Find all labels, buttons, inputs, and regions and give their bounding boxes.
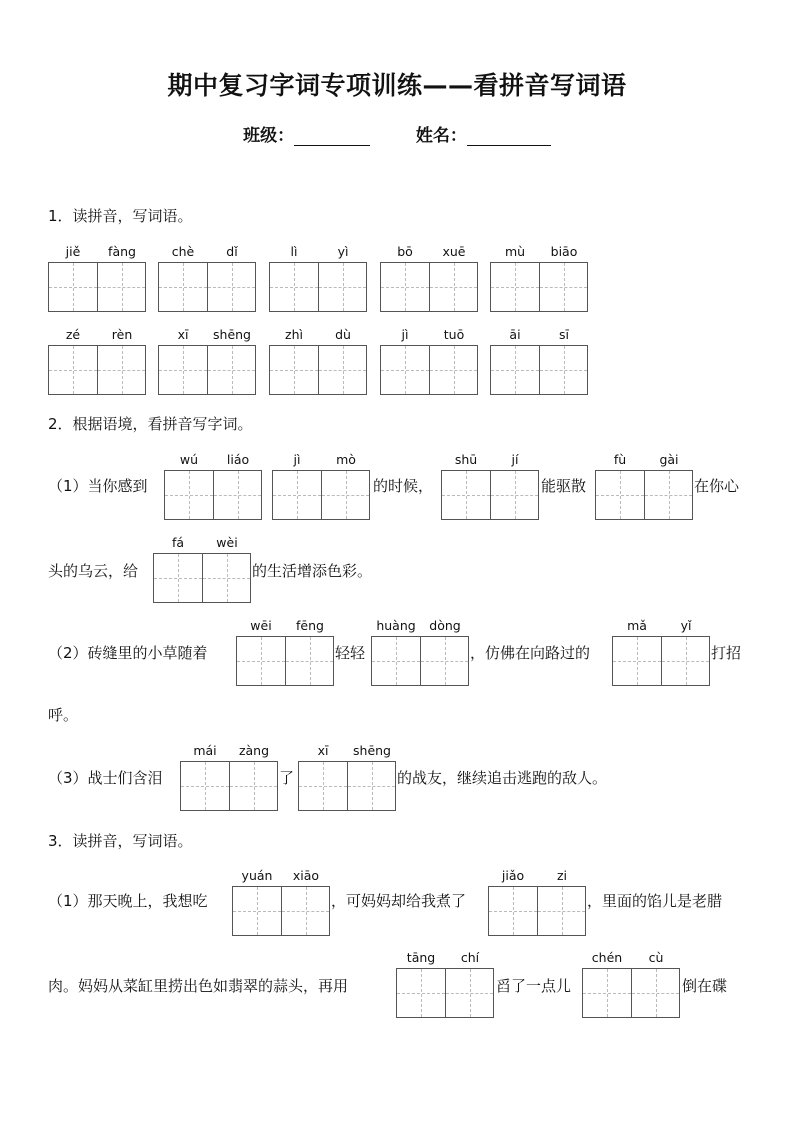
pinyin-label: cù [648, 950, 664, 965]
tianzige-cell[interactable] [318, 346, 366, 394]
pinyin-label: jì [293, 452, 301, 467]
tianzige-cell[interactable] [583, 969, 631, 1017]
writing-box-group[interactable] [298, 761, 396, 811]
tianzige-cell[interactable] [97, 346, 145, 394]
pinyin-label: rèn [111, 327, 133, 342]
q2-p2-text-b: 轻轻 [335, 644, 366, 662]
tianzige-cell[interactable] [181, 762, 229, 810]
pinyin-label: liáo [226, 452, 250, 467]
tianzige-cell[interactable] [644, 471, 692, 519]
pinyin-label: tāng [406, 950, 436, 965]
q2-p1-text-c: 能驱散 [541, 477, 587, 495]
q2-p2-text-a: （2）砖缝里的小草随着 [48, 644, 208, 662]
tianzige-cell[interactable] [281, 887, 329, 935]
q2-p2-text-e: 呼。 [48, 706, 79, 724]
writing-box-group[interactable] [380, 345, 478, 395]
pinyin-label: xiāo [292, 868, 320, 883]
tianzige-cell[interactable] [661, 637, 709, 685]
tianzige-cell[interactable] [207, 263, 255, 311]
writing-box-group[interactable] [158, 345, 256, 395]
writing-box-group[interactable] [180, 761, 278, 811]
writing-box-group[interactable] [380, 262, 478, 312]
writing-box-group[interactable] [595, 470, 693, 520]
pinyin-label: jì [401, 327, 409, 342]
tianzige-cell[interactable] [442, 471, 490, 519]
pinyin-label: mò [336, 452, 356, 467]
tianzige-cell[interactable] [165, 471, 213, 519]
q2-p3-text-b: 了 [279, 769, 295, 787]
q2-p2-text-d: 打招 [711, 644, 742, 662]
pinyin-label: shēng [353, 743, 391, 758]
pinyin-label: xuē [442, 244, 466, 259]
tianzige-cell[interactable] [270, 263, 318, 311]
q2-p1-text-f: 的生活增添色彩。 [252, 562, 373, 580]
pinyin-label: xī [317, 743, 329, 758]
q3-heading: 3．读拼音，写词语。 [48, 832, 193, 850]
q2-p2-text-c: ，仿佛在向路过的 [470, 644, 591, 662]
pinyin-label: shū [454, 452, 478, 467]
pinyin-label: gài [659, 452, 679, 467]
student-info-line [0, 121, 794, 146]
tianzige-cell[interactable] [49, 346, 97, 394]
tianzige-cell[interactable] [489, 887, 537, 935]
writing-box-group[interactable] [232, 886, 330, 936]
pinyin-label: xī [177, 327, 189, 342]
pinyin-label: shēng [213, 327, 251, 342]
tianzige-cell[interactable] [285, 637, 333, 685]
writing-box-group[interactable] [48, 345, 146, 395]
tianzige-cell[interactable] [596, 471, 644, 519]
tianzige-cell[interactable] [202, 554, 250, 602]
pinyin-label: tuō [443, 327, 465, 342]
pinyin-label: lì [290, 244, 298, 259]
pinyin-label: huàng [376, 618, 416, 633]
q2-p3-text-c: 的战友，继续追击逃跑的敌人。 [397, 769, 608, 787]
writing-box-group[interactable] [48, 262, 146, 312]
pinyin-label: jiě [65, 244, 81, 259]
tianzige-cell[interactable] [539, 346, 587, 394]
tianzige-cell[interactable] [381, 263, 429, 311]
pinyin-label: chén [591, 950, 623, 965]
pinyin-label: jí [511, 452, 519, 467]
page-title: 期中复习字词专项训练——看拼音写词语 [167, 71, 627, 100]
pinyin-label: mù [504, 244, 526, 259]
pinyin-label: wú [179, 452, 199, 467]
name-blank[interactable] [467, 125, 551, 146]
writing-box-group[interactable] [396, 968, 494, 1018]
pinyin-label: biāo [550, 244, 578, 259]
pinyin-label: zàng [238, 743, 270, 758]
writing-box-group[interactable] [582, 968, 680, 1018]
writing-box-group[interactable] [269, 345, 367, 395]
pinyin-label: dù [335, 327, 351, 342]
tianzige-cell[interactable] [372, 637, 420, 685]
q3-p1-text-b: ，可妈妈却给我煮了 [331, 892, 467, 910]
tianzige-cell[interactable] [429, 346, 477, 394]
q3-p1-text-f: 倒在碟 [682, 977, 728, 995]
pinyin-label: bō [397, 244, 413, 259]
writing-box-group[interactable] [153, 553, 251, 603]
pinyin-label: yuán [241, 868, 273, 883]
q1-heading: 1．读拼音，写词语。 [48, 207, 193, 225]
tianzige-cell[interactable] [229, 762, 277, 810]
tianzige-cell[interactable] [97, 263, 145, 311]
writing-box-group[interactable] [164, 470, 262, 520]
tianzige-cell[interactable] [159, 346, 207, 394]
pinyin-label: mǎ [627, 618, 647, 633]
writing-box-group[interactable] [272, 470, 370, 520]
tianzige-cell[interactable] [445, 969, 493, 1017]
tianzige-cell[interactable] [491, 346, 539, 394]
pinyin-label: wēi [250, 618, 272, 633]
pinyin-label: fá [171, 535, 185, 550]
q2-p1-text-e: 头的乌云，给 [48, 562, 139, 580]
tianzige-cell[interactable] [491, 263, 539, 311]
q2-heading: 2．根据语境，看拼音写字词。 [48, 415, 253, 433]
tianzige-cell[interactable] [613, 637, 661, 685]
tianzige-cell[interactable] [237, 637, 285, 685]
pinyin-label: wèi [216, 535, 238, 550]
tianzige-cell[interactable] [233, 887, 281, 935]
tianzige-cell[interactable] [347, 762, 395, 810]
writing-box-group[interactable] [371, 636, 469, 686]
tianzige-cell[interactable] [273, 471, 321, 519]
q3-p1-text-e: 舀了一点儿 [496, 977, 572, 995]
writing-box-group[interactable] [490, 345, 588, 395]
writing-box-group[interactable] [269, 262, 367, 312]
tianzige-cell[interactable] [154, 554, 202, 602]
pinyin-label: mái [193, 743, 217, 758]
q3-p1-text-c: ，里面的馅儿是老腊 [587, 892, 723, 910]
pinyin-label: sī [559, 327, 569, 342]
pinyin-label: zé [65, 327, 81, 342]
pinyin-label: dǐ [226, 244, 238, 259]
tianzige-cell[interactable] [321, 471, 369, 519]
pinyin-label: chí [460, 950, 480, 965]
tianzige-cell[interactable] [420, 637, 468, 685]
tianzige-cell[interactable] [397, 969, 445, 1017]
tianzige-cell[interactable] [49, 263, 97, 311]
pinyin-label: chè [171, 244, 195, 259]
tianzige-cell[interactable] [631, 969, 679, 1017]
tianzige-cell[interactable] [159, 263, 207, 311]
pinyin-label: jiǎo [501, 868, 525, 883]
writing-box-group[interactable] [612, 636, 710, 686]
q2-p1-text-d: 在你心 [694, 477, 740, 495]
tianzige-cell[interactable] [490, 471, 538, 519]
class-blank[interactable] [294, 125, 370, 146]
writing-box-group[interactable] [490, 262, 588, 312]
writing-box-group[interactable] [441, 470, 539, 520]
tianzige-cell[interactable] [537, 887, 585, 935]
class-label: 班级： [243, 126, 295, 146]
tianzige-cell[interactable] [207, 346, 255, 394]
q3-p1-text-a: （1）那天晚上，我想吃 [48, 892, 208, 910]
pinyin-label: dòng [429, 618, 461, 633]
tianzige-cell[interactable] [213, 471, 261, 519]
tianzige-cell[interactable] [270, 346, 318, 394]
q2-p1-text-a: （1）当你感到 [48, 477, 148, 495]
pinyin-label: fàng [108, 244, 136, 259]
q2-p3-text-a: （3）战士们含泪 [48, 769, 163, 787]
pinyin-label: zhì [285, 327, 303, 342]
pinyin-label: fù [613, 452, 627, 467]
tianzige-cell[interactable] [318, 263, 366, 311]
writing-box-group[interactable] [488, 886, 586, 936]
tianzige-cell[interactable] [539, 263, 587, 311]
name-label: 姓名： [415, 126, 467, 146]
pinyin-label: fēng [296, 618, 324, 633]
tianzige-cell[interactable] [429, 263, 477, 311]
q2-p1-text-b: 的时候， [373, 477, 434, 495]
tianzige-cell[interactable] [299, 762, 347, 810]
pinyin-label: zi [556, 868, 568, 883]
pinyin-label: yì [337, 244, 349, 259]
writing-box-group[interactable] [158, 262, 256, 312]
tianzige-cell[interactable] [381, 346, 429, 394]
writing-box-group[interactable] [236, 636, 334, 686]
pinyin-label: āi [509, 327, 521, 342]
q3-p1-text-d: 肉。妈妈从菜缸里捞出色如翡翠的蒜头，再用 [48, 977, 349, 995]
pinyin-label: yǐ [680, 618, 692, 633]
